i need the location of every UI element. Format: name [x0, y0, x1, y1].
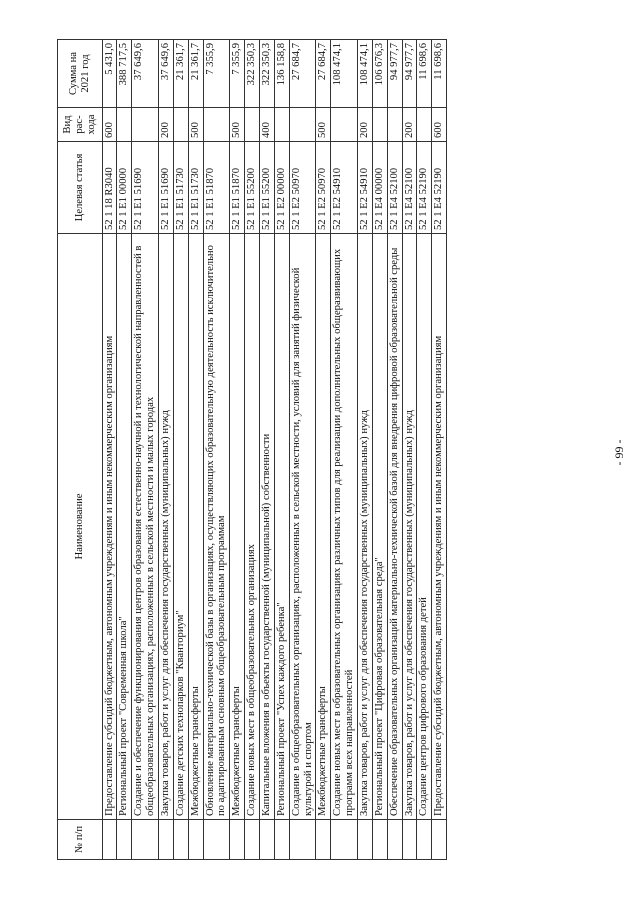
table-row	[188, 40, 203, 860]
header-code: Целевая статья	[58, 142, 103, 234]
table-row	[117, 40, 132, 860]
cell-no	[372, 820, 387, 860]
cell-sum: 94 977,7	[402, 40, 417, 108]
header-row	[58, 40, 103, 860]
cell-type	[245, 108, 260, 142]
cell-type	[173, 108, 188, 142]
cell-code: 52 1 E2 00000	[274, 142, 289, 234]
cell-code: 52 1 E1 51690	[159, 142, 174, 234]
cell-name: Создание в общеобразовательных организациях, расположенных в сельской местности, условий для занятий физической культурой и спортом	[289, 234, 316, 820]
cell-name: Предоставление субсидий бюджетным, автономным учреждениям и иным некоммерческим организациям	[432, 234, 447, 820]
cell-no	[289, 820, 316, 860]
cell-type: 200	[159, 108, 174, 142]
cell-no	[230, 820, 245, 860]
cell-code: 52 1 E4 52190	[432, 142, 447, 234]
header-type: Вид рас-хода	[58, 108, 103, 142]
cell-type	[132, 108, 159, 142]
cell-name: Обеспечение образовательных организаций материально-технической базой для внедрения цифровой образовательной среды	[387, 234, 402, 820]
cell-no	[203, 820, 230, 860]
cell-name: Межбюджетные трансферты	[230, 234, 245, 820]
cell-type	[274, 108, 289, 142]
cell-name: Создание центров цифрового образования детей	[417, 234, 432, 820]
table-row	[245, 40, 260, 860]
cell-code: 52 1 E1 51730	[188, 142, 203, 234]
cell-name: Закупка товаров, работ и услуг для обеспечения государственных (муниципальных) нужд	[402, 234, 417, 820]
table-row	[372, 40, 387, 860]
cell-code: 52 1 E1 00000	[117, 142, 132, 234]
table-row	[173, 40, 188, 860]
cell-name: Региональный проект "Успех каждого ребенка"	[274, 234, 289, 820]
table-row	[203, 40, 230, 860]
cell-sum: 37 649,6	[159, 40, 174, 108]
table-row	[432, 40, 447, 860]
cell-name: Межбюджетные трансферты	[316, 234, 331, 820]
cell-sum: 21 361,7	[173, 40, 188, 108]
cell-no	[188, 820, 203, 860]
cell-sum: 5 431,0	[102, 40, 117, 108]
table-row	[274, 40, 289, 860]
cell-sum: 11 698,6	[432, 40, 447, 108]
cell-no	[387, 820, 402, 860]
cell-type	[289, 108, 316, 142]
cell-type: 500	[230, 108, 245, 142]
cell-sum: 108 474,1	[358, 40, 373, 108]
header-name: Наименование	[58, 234, 103, 820]
cell-type: 500	[188, 108, 203, 142]
cell-name: Создание детских технопарков "Кванториум"	[173, 234, 188, 820]
table-row	[132, 40, 159, 860]
cell-code: 52 1 18 R3040	[102, 142, 117, 234]
cell-no	[132, 820, 159, 860]
table-row	[387, 40, 402, 860]
cell-no	[117, 820, 132, 860]
cell-code: 52 1 E2 54910	[358, 142, 373, 234]
cell-type: 200	[358, 108, 373, 142]
cell-type	[331, 108, 358, 142]
cell-sum: 322 350,3	[245, 40, 260, 108]
cell-no	[432, 820, 447, 860]
cell-no	[260, 820, 275, 860]
cell-sum: 106 676,3	[372, 40, 387, 108]
table-row	[358, 40, 373, 860]
cell-name: Предоставление субсидий бюджетным, автономным учреждениям и иным некоммерческим организациям	[102, 234, 117, 820]
cell-type	[417, 108, 432, 142]
page-number: - 99 -	[612, 439, 626, 466]
cell-type	[387, 108, 402, 142]
cell-name: Межбюджетные трансферты	[188, 234, 203, 820]
cell-no	[331, 820, 358, 860]
cell-name: Обновление материально-технической базы в организациях, осуществляющих образовательную деятельность исключительно по адаптированным основным общеобразовательным программам	[203, 234, 230, 820]
cell-code: 52 1 E4 52100	[402, 142, 417, 234]
cell-no	[316, 820, 331, 860]
cell-sum: 11 698,6	[417, 40, 432, 108]
cell-code: 52 1 E1 55200	[245, 142, 260, 234]
cell-name: Региональный проект "Цифровая образовательная среда"	[372, 234, 387, 820]
cell-type: 600	[102, 108, 117, 142]
cell-name: Закупка товаров, работ и услуг для обеспечения государственных (муниципальных) нужд	[159, 234, 174, 820]
cell-code: 52 1 E1 55200	[260, 142, 275, 234]
cell-type: 400	[260, 108, 275, 142]
table-row	[289, 40, 316, 860]
budget-table	[57, 39, 447, 860]
cell-name: Закупка товаров, работ и услуг для обеспечения государственных (муниципальных) нужд	[358, 234, 373, 820]
cell-name: Капитальные вложения в объекты государственной (муниципальной) собственности	[260, 234, 275, 820]
table-row	[159, 40, 174, 860]
cell-code: 52 1 E4 00000	[372, 142, 387, 234]
cell-code: 52 1 E2 50970	[289, 142, 316, 234]
cell-no	[102, 820, 117, 860]
cell-no	[245, 820, 260, 860]
cell-sum: 136 158,8	[274, 40, 289, 108]
cell-no	[173, 820, 188, 860]
cell-code: 52 1 E1 51730	[173, 142, 188, 234]
cell-no	[274, 820, 289, 860]
table-row	[102, 40, 117, 860]
cell-type: 600	[432, 108, 447, 142]
cell-sum: 7 355,9	[203, 40, 230, 108]
cell-code: 52 1 E4 52100	[387, 142, 402, 234]
cell-no	[402, 820, 417, 860]
header-sum: Сумма на 2021 год	[58, 40, 103, 108]
table-row	[417, 40, 432, 860]
cell-no	[159, 820, 174, 860]
cell-sum: 108 474,1	[331, 40, 358, 108]
cell-code: 52 1 E1 51870	[203, 142, 230, 234]
table-row	[331, 40, 358, 860]
cell-type	[372, 108, 387, 142]
table-row	[316, 40, 331, 860]
cell-no	[417, 820, 432, 860]
cell-sum: 388 717,5	[117, 40, 132, 108]
cell-type	[203, 108, 230, 142]
table-header	[58, 40, 103, 860]
cell-sum: 21 361,7	[188, 40, 203, 108]
table-row	[260, 40, 275, 860]
cell-sum: 37 649,6	[132, 40, 159, 108]
table-row	[402, 40, 417, 860]
cell-sum: 27 684,7	[316, 40, 331, 108]
table-body	[102, 40, 447, 860]
cell-sum: 322 350,3	[260, 40, 275, 108]
cell-name: Создание новых мест в общеобразовательных организациях	[245, 234, 260, 820]
cell-name: Региональный проект "Современная школа"	[117, 234, 132, 820]
cell-sum: 27 684,7	[289, 40, 316, 108]
header-no: № п/п	[58, 820, 103, 860]
cell-name: Создание и обеспечение функционирования центров образования естественно-научной и технологической направленностей в общеобразовательных организациях, расположенных в сельской местности и малых городах	[132, 234, 159, 820]
cell-code: 52 1 E1 51690	[132, 142, 159, 234]
cell-type	[117, 108, 132, 142]
cell-sum: 94 977,7	[387, 40, 402, 108]
cell-type: 200	[402, 108, 417, 142]
cell-sum: 7 355,9	[230, 40, 245, 108]
cell-name: Создание новых мест в образовательных организациях различных типов для реализации дополнительных общеразвивающих программ всех направленностей	[331, 234, 358, 820]
cell-code: 52 1 E4 52190	[417, 142, 432, 234]
cell-code: 52 1 E2 54910	[331, 142, 358, 234]
cell-code: 52 1 E2 50970	[316, 142, 331, 234]
table-row	[230, 40, 245, 860]
cell-type: 500	[316, 108, 331, 142]
cell-no	[358, 820, 373, 860]
cell-code: 52 1 E1 51870	[230, 142, 245, 234]
